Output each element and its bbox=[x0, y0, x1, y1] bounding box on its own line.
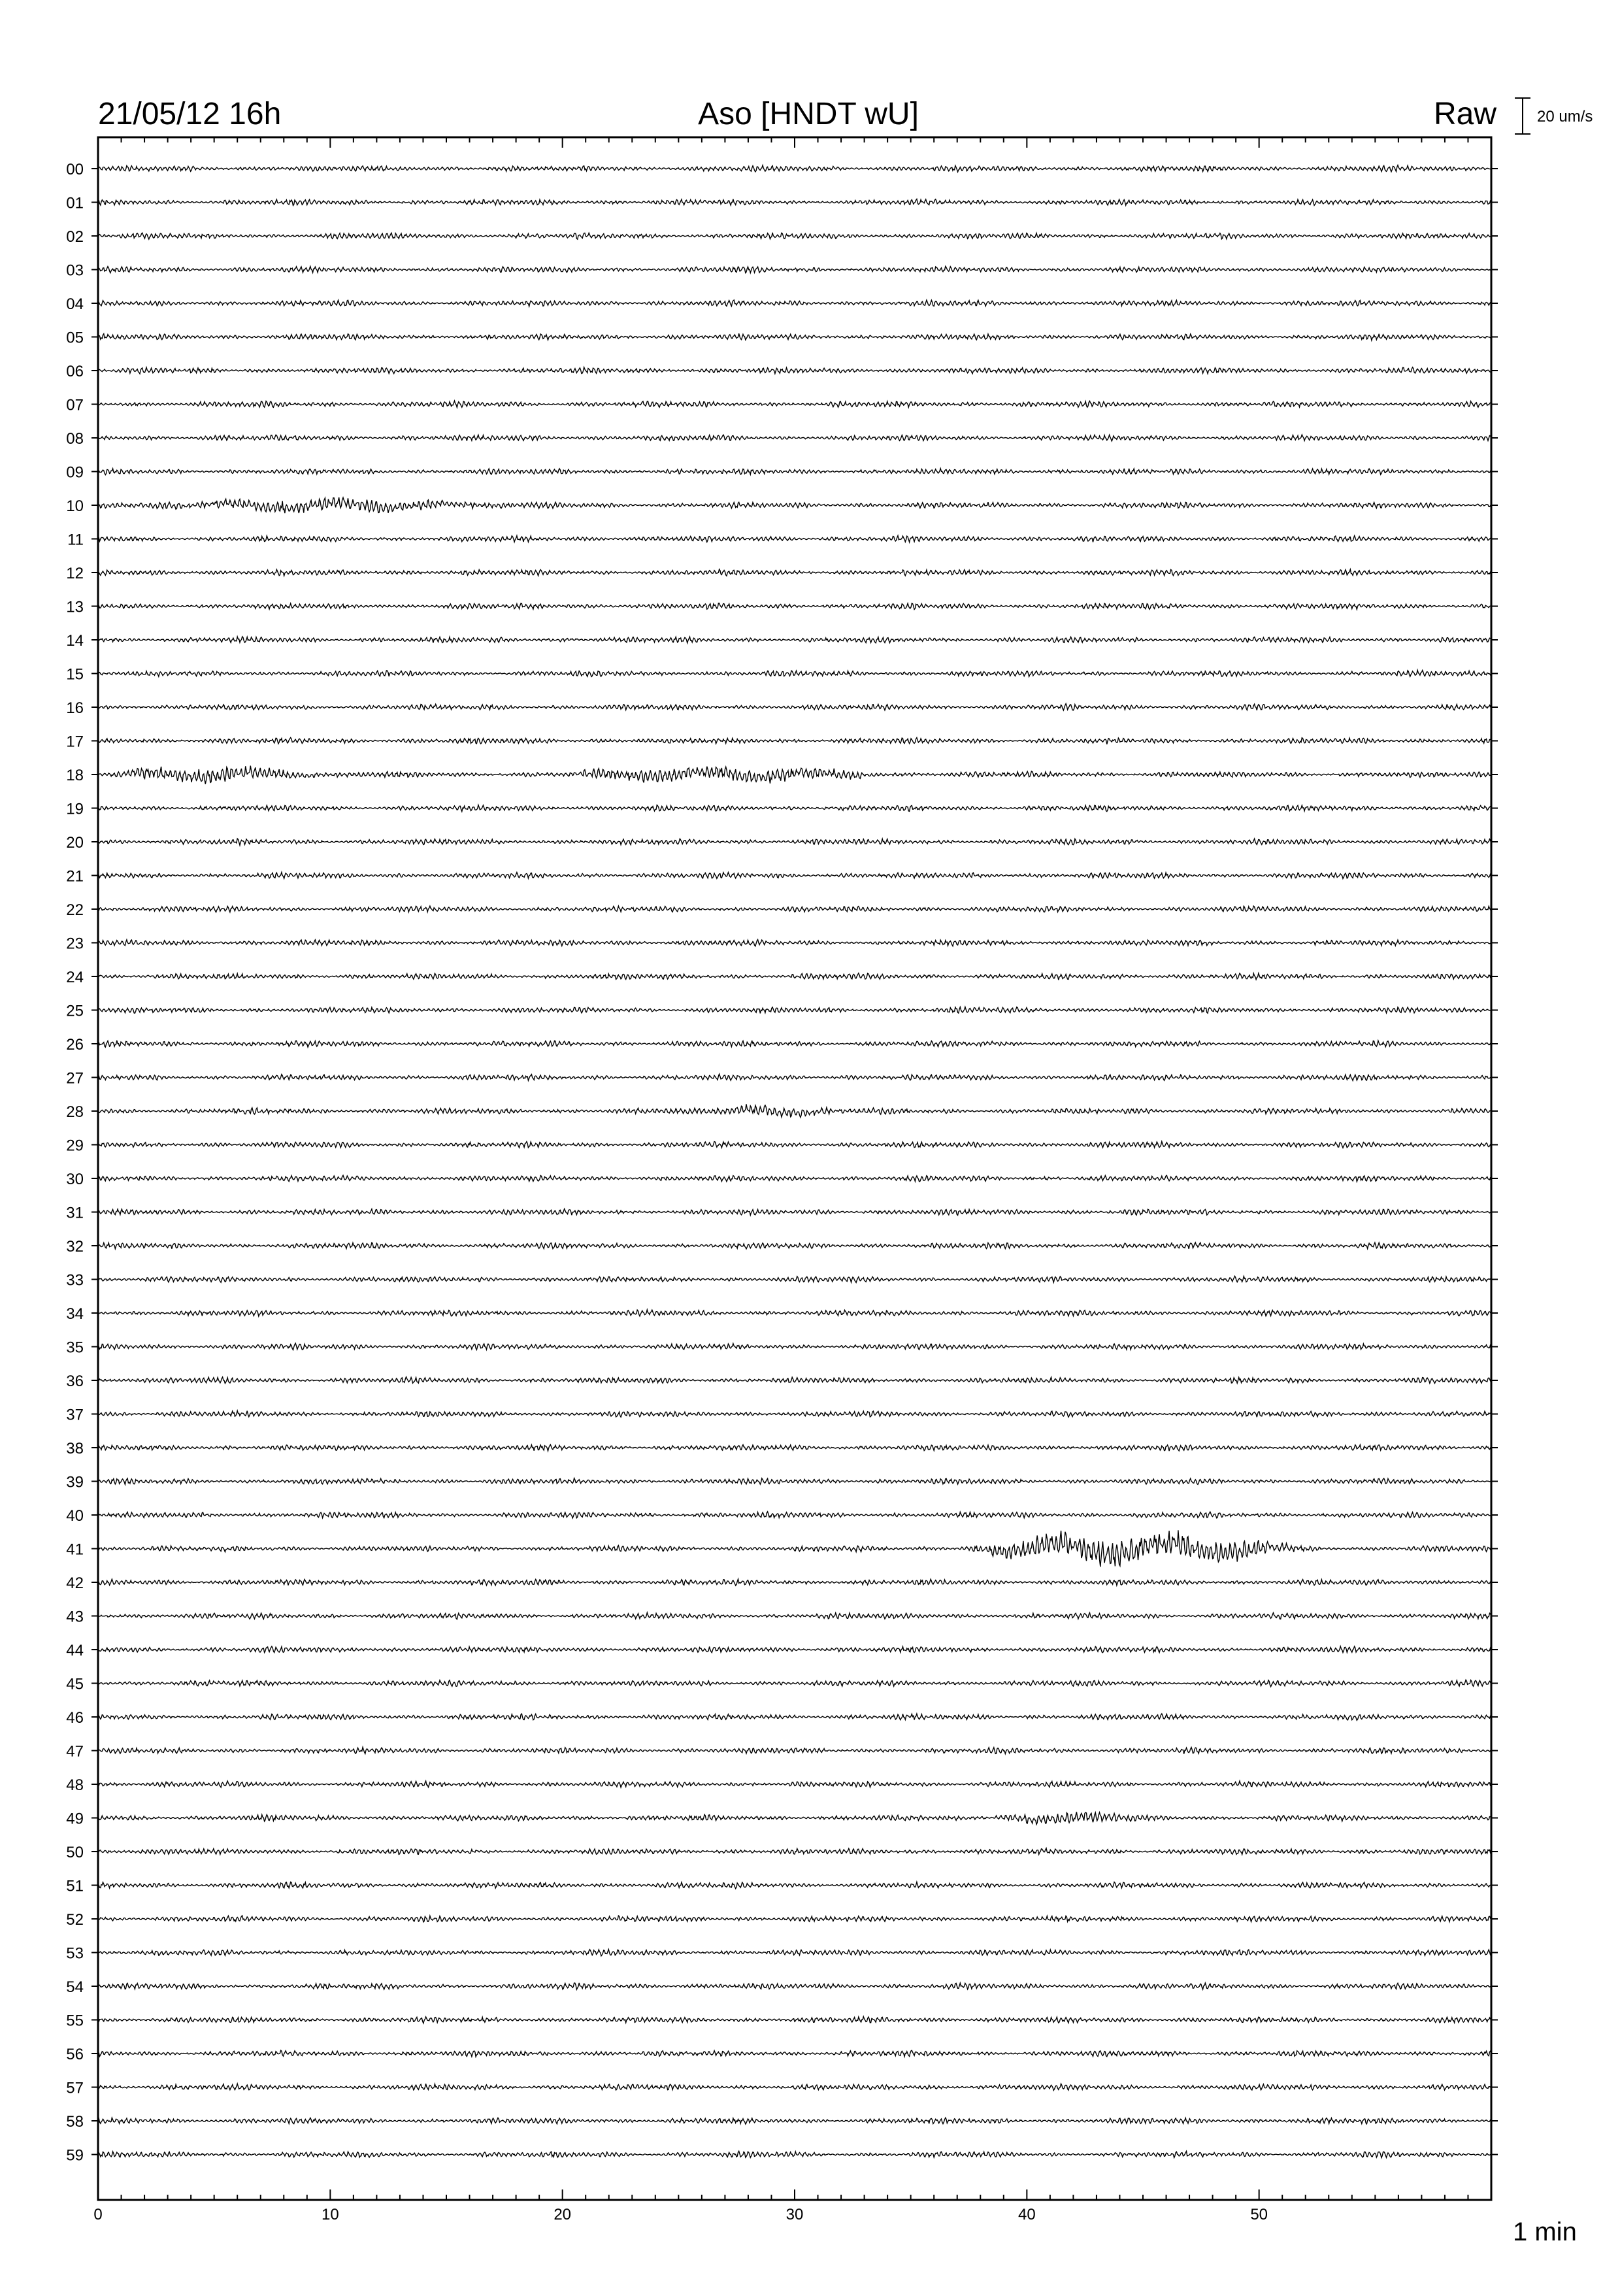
trace-line bbox=[98, 1007, 1491, 1014]
row-label: 06 bbox=[66, 363, 84, 380]
row-label: 11 bbox=[67, 531, 84, 549]
trace-line bbox=[98, 165, 1491, 172]
row-label: 31 bbox=[66, 1204, 84, 1222]
x-tick-label: 40 bbox=[1017, 2206, 1036, 2223]
header-mode: Raw bbox=[1433, 97, 1496, 131]
row-label: 22 bbox=[66, 901, 84, 919]
row-label: 40 bbox=[66, 1507, 84, 1525]
row-label: 16 bbox=[66, 699, 84, 717]
trace-line bbox=[98, 300, 1491, 307]
trace-line bbox=[98, 569, 1491, 576]
plot-frame bbox=[98, 137, 1491, 2200]
row-label: 47 bbox=[66, 1742, 84, 1761]
trace-line bbox=[98, 233, 1491, 239]
trace-line bbox=[98, 839, 1491, 845]
trace-line bbox=[98, 1040, 1491, 1047]
row-label: 42 bbox=[66, 1574, 84, 1592]
trace-line bbox=[98, 497, 1491, 513]
x-tick-label: 50 bbox=[1250, 2206, 1268, 2223]
row-label: 26 bbox=[66, 1036, 84, 1054]
row-label: 37 bbox=[66, 1406, 84, 1424]
x-tick-label: 10 bbox=[321, 2206, 339, 2223]
trace-line bbox=[98, 2050, 1491, 2057]
x-tick-label: 30 bbox=[785, 2206, 804, 2223]
row-label: 27 bbox=[66, 1069, 84, 1088]
row-label: 59 bbox=[66, 2146, 84, 2165]
row-label: 48 bbox=[66, 1776, 84, 1794]
trace-line bbox=[98, 1781, 1491, 1788]
trace-line bbox=[98, 1714, 1491, 1720]
row-label: 21 bbox=[66, 867, 84, 886]
row-label: 41 bbox=[66, 1540, 84, 1559]
trace-line bbox=[98, 1747, 1491, 1754]
trace-line bbox=[98, 1983, 1491, 1989]
header-datetime: 21/05/12 16h bbox=[98, 97, 282, 131]
row-label: 55 bbox=[66, 2012, 84, 2030]
trace-line bbox=[98, 435, 1491, 441]
trace-line bbox=[98, 469, 1491, 475]
trace-line bbox=[98, 266, 1491, 273]
row-label: 35 bbox=[66, 1339, 84, 1357]
trace-line bbox=[98, 1074, 1491, 1080]
trace-line bbox=[98, 704, 1491, 710]
trace-line bbox=[98, 1175, 1491, 1182]
trace-line bbox=[98, 1916, 1491, 1922]
trace-line bbox=[98, 536, 1491, 542]
trace-line bbox=[98, 1242, 1491, 1249]
row-label: 19 bbox=[66, 800, 84, 818]
row-label: 38 bbox=[66, 1440, 84, 1457]
trace-line bbox=[98, 1812, 1491, 1824]
trace-line bbox=[98, 1579, 1491, 1586]
trace-line bbox=[98, 973, 1491, 980]
trace-line bbox=[98, 333, 1491, 341]
trace-line bbox=[98, 637, 1491, 643]
x-tick-label: 0 bbox=[93, 2206, 103, 2223]
row-label: 30 bbox=[66, 1171, 84, 1188]
trace-line bbox=[98, 1343, 1491, 1350]
x-tick-label: 20 bbox=[554, 2206, 572, 2223]
trace-line bbox=[98, 906, 1491, 912]
trace-line bbox=[98, 2017, 1491, 2023]
row-label: 50 bbox=[66, 1844, 84, 1861]
x-axis-unit-label: 1 min bbox=[1513, 2218, 1577, 2246]
trace-group bbox=[98, 165, 1491, 2158]
trace-line bbox=[98, 1310, 1491, 1316]
row-label: 32 bbox=[66, 1238, 84, 1256]
row-label: 20 bbox=[66, 834, 84, 852]
row-label: 18 bbox=[66, 767, 84, 784]
trace-line bbox=[98, 873, 1491, 879]
trace-line bbox=[98, 1512, 1491, 1518]
row-label: 14 bbox=[66, 632, 84, 650]
row-label: 45 bbox=[66, 1675, 84, 1693]
row-label: 46 bbox=[66, 1709, 84, 1727]
row-label: 05 bbox=[66, 329, 84, 347]
trace-line bbox=[98, 1680, 1491, 1686]
trace-line bbox=[98, 603, 1491, 610]
amplitude-scale-label: 20 um/s bbox=[1537, 108, 1593, 125]
trace-line bbox=[98, 1444, 1491, 1451]
row-label: 49 bbox=[66, 1810, 84, 1828]
trace-line bbox=[98, 1276, 1491, 1283]
trace-line bbox=[98, 1411, 1491, 1418]
row-label: 36 bbox=[66, 1373, 84, 1390]
row-label: 08 bbox=[66, 430, 84, 448]
trace-line bbox=[98, 1882, 1491, 1889]
row-label: 29 bbox=[66, 1137, 84, 1155]
row-label: 02 bbox=[66, 228, 84, 246]
trace-line bbox=[98, 2084, 1491, 2090]
row-label: 01 bbox=[66, 194, 84, 212]
trace-line bbox=[98, 199, 1491, 206]
row-label: 53 bbox=[66, 1944, 84, 1963]
row-label: 43 bbox=[66, 1608, 84, 1626]
row-label: 58 bbox=[66, 2113, 84, 2131]
row-label: 51 bbox=[66, 1877, 84, 1895]
row-label: 56 bbox=[66, 2046, 84, 2063]
trace-line bbox=[98, 670, 1491, 676]
row-label: 57 bbox=[66, 2079, 84, 2097]
row-label: 04 bbox=[66, 295, 84, 313]
amplitude-scale-bar bbox=[1515, 98, 1593, 134]
trace-line bbox=[98, 367, 1491, 374]
row-label: 44 bbox=[66, 1642, 84, 1659]
row-label: 09 bbox=[66, 463, 84, 482]
trace-line bbox=[98, 1478, 1491, 1485]
row-label: 28 bbox=[66, 1103, 84, 1121]
trace-line bbox=[98, 401, 1491, 407]
trace-line bbox=[98, 940, 1491, 946]
row-label: 39 bbox=[66, 1473, 84, 1491]
row-label: 17 bbox=[66, 733, 84, 751]
row-label: 54 bbox=[66, 1978, 84, 1996]
trace-line bbox=[98, 2151, 1491, 2157]
trace-line bbox=[98, 805, 1491, 812]
row-label-group bbox=[66, 161, 1498, 2165]
row-label: 07 bbox=[66, 396, 84, 414]
header-station-title: Aso [HNDT wU] bbox=[698, 97, 919, 131]
trace-line bbox=[98, 1848, 1491, 1855]
row-label: 52 bbox=[66, 1911, 84, 1929]
row-label: 13 bbox=[66, 598, 84, 616]
trace-line bbox=[98, 738, 1491, 744]
trace-line bbox=[98, 766, 1491, 784]
row-label: 15 bbox=[66, 665, 84, 684]
trace-line bbox=[98, 1530, 1491, 1567]
row-label: 23 bbox=[66, 935, 84, 953]
trace-line bbox=[98, 1209, 1491, 1216]
trace-line bbox=[98, 1612, 1491, 1619]
trace-line bbox=[98, 1646, 1491, 1653]
trace-line bbox=[98, 2118, 1491, 2124]
row-label: 12 bbox=[66, 565, 84, 582]
trace-line bbox=[98, 1950, 1491, 1956]
row-label: 25 bbox=[66, 1002, 84, 1020]
row-label: 03 bbox=[66, 261, 84, 280]
row-label: 10 bbox=[66, 497, 84, 515]
trace-line bbox=[98, 1377, 1491, 1384]
row-label: 33 bbox=[66, 1271, 84, 1289]
row-label: 00 bbox=[66, 161, 84, 178]
trace-line bbox=[98, 1142, 1491, 1148]
row-label: 34 bbox=[66, 1305, 84, 1323]
trace-line bbox=[98, 1104, 1491, 1117]
row-label: 24 bbox=[66, 969, 84, 986]
